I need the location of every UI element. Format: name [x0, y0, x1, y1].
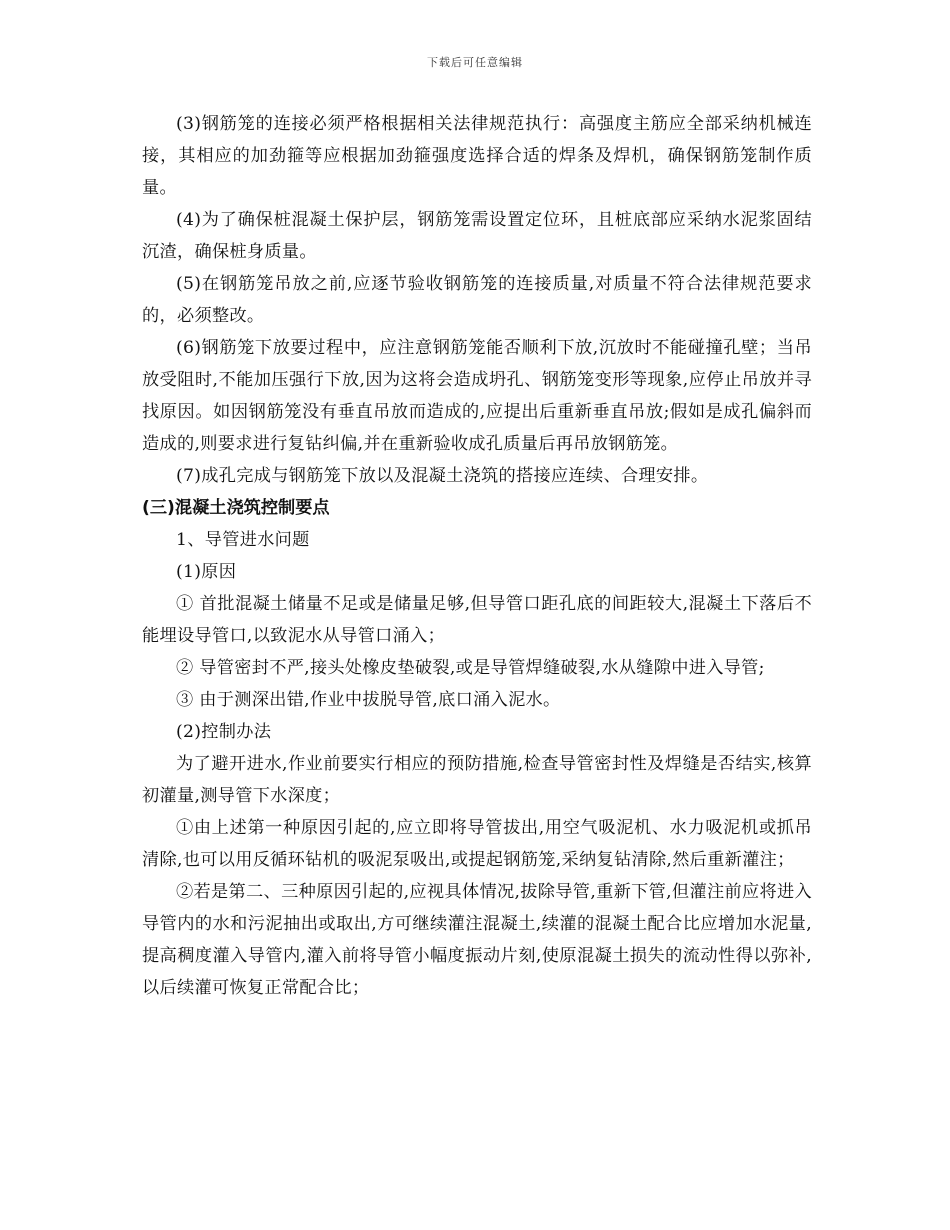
subheading-control: (2)控制办法	[176, 722, 272, 742]
paragraph-3: (3)钢筋笼的连接必须严格根据相关法律规范执行：高强度主筋应全部采纳机械连接，其相应的加劲箍等应根据加劲箍强度选择合适的焊条及焊机，确保钢筋笼制作质量。	[142, 114, 812, 198]
paragraph-4: (4)为了确保桩混凝土保护层，钢筋笼需设置定位环，且桩底部应采纳水泥浆固结沉渣，确保桩身质量。	[142, 210, 812, 262]
control-item-1: ①由上述第一种原因引起的,应立即将导管拔出,用空气吸泥机、水力吸泥机或抓吊清除,也可以用反循环钻机的吸泥泵吸出,或提起钢筋笼,采纳复钻清除,然后重新灌注；	[142, 818, 812, 870]
control-item-2: ②若是第二、三种原因引起的,应视具体情况,拔除导管,重新下管,但灌注前应将进入导管内的水和污泥抽出或取出,方可继续灌注混凝土,续灌的混凝土配合比应增加水泥量,提高稠度灌入导管内,灌入前将导管小幅度振动片刻,使原混凝土损失的流动性得以弥补,以后续灌可恢复正常配合比；	[142, 882, 812, 998]
cause-item-3: ③ 由于测深出错,作业中拔脱导管,底口涌入泥水。	[176, 690, 561, 710]
paragraph-6: (6)钢筋笼下放要过程中，应注意钢筋笼能否顺利下放,沉放时不能碰撞孔壁；当吊放受阻时,不能加压强行下放,因为这将会造成坍孔、钢筋笼变形等现象,应停止吊放并寻找原因。如因钢筋笼没有垂直吊放而造成的,应提出后重新垂直吊放;假如是成孔偏斜而造成的,则要求进行复钻纠偏,并在重新验收成孔质量后再吊放钢筋笼。	[142, 338, 812, 454]
cause-item-1: ① 首批混凝土储量不足或是储量足够,但导管口距孔底的间距较大,混凝土下落后不能埋设导管口,以致泥水从导管口涌入；	[142, 594, 812, 646]
control-intro: 为了避开进水,作业前要实行相应的预防措施,检查导管密封性及焊缝是否结实,核算初灌量,测导管下水深度；	[142, 754, 812, 806]
document-body	[142, 108, 812, 1004]
cause-item-2: ② 导管密封不严,接头处橡皮垫破裂,或是导管焊缝破裂,水从缝隙中进入导管;	[176, 658, 765, 678]
subheading-conduit-water: 1、导管进水问题	[176, 530, 310, 550]
section-heading: (三)混凝土浇筑控制要点	[142, 498, 330, 518]
subheading-cause: (1)原因	[176, 562, 237, 582]
paragraph-7: (7)成孔完成与钢筋笼下放以及混凝土浇筑的搭接应连续、合理安排。	[176, 466, 709, 486]
paragraph-5: (5)在钢筋笼吊放之前,应逐节验收钢筋笼的连接质量,对质量不符合法律规范要求的，必须整改。	[142, 274, 812, 326]
page-header-note: 下载后可任意编辑	[427, 56, 523, 69]
